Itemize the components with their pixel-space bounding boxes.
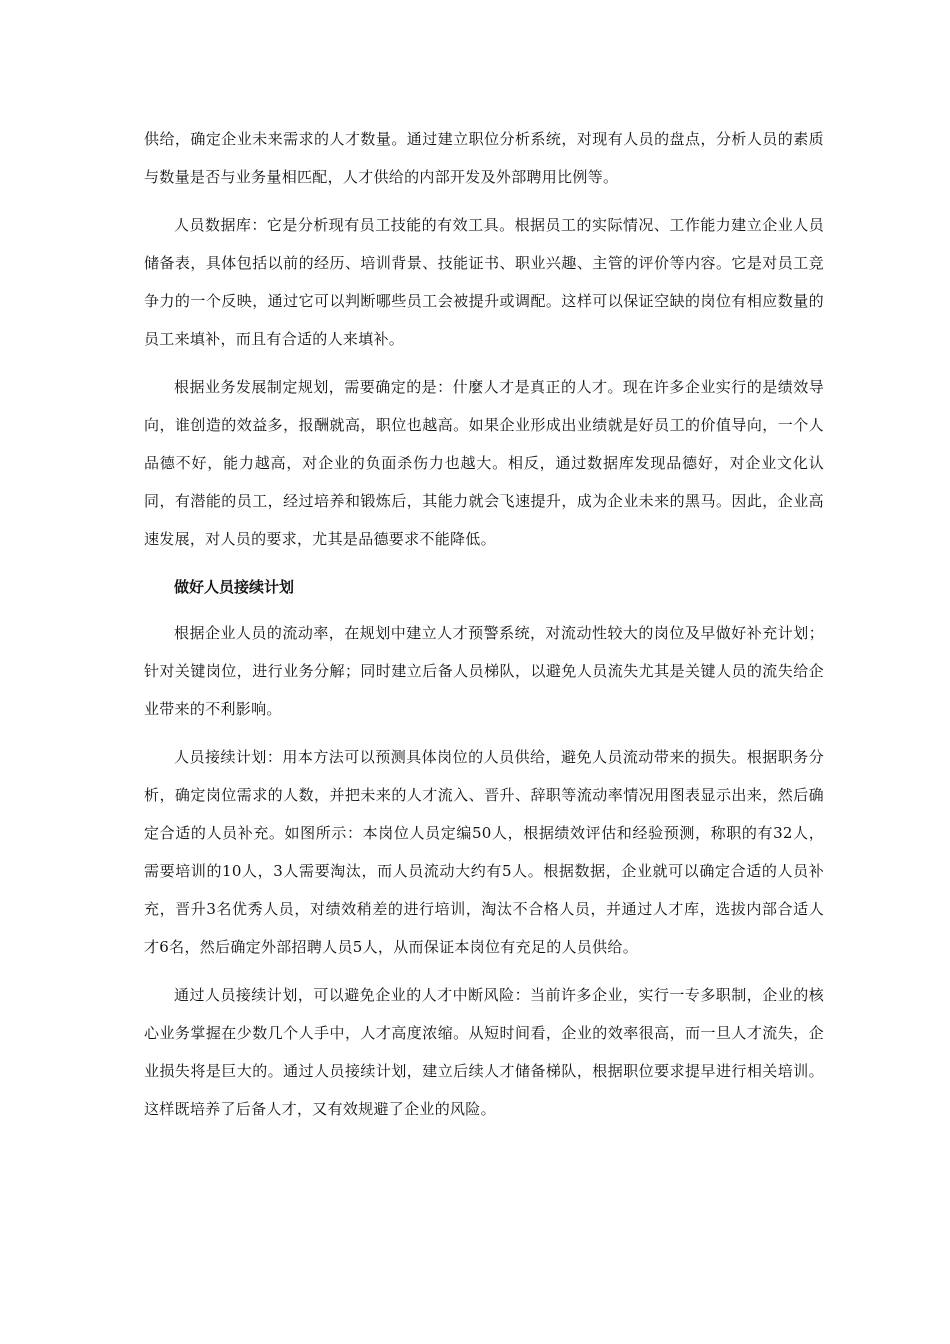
paragraph-succession-plan: 人员接续计划：用本方法可以预测具体岗位的人员供给，避免人员流动带来的损失。根据职务分析，确定岗位需求的人数，并把未来的人才流入、晋升、辞职等流动率情况用图表显示出来，然后确定合适的人员补充。如图所示：本岗位人员定编50人，根据绩效评估和经验预测，称职的有32人，需要培训的10人，3人需要淘汰，而人员流动大约有5人。根据数据，企业就可以确定合适的人员补充，晋升3名优秀人员，对绩效稍差的进行培训，淘汰不合格人员，并通过人才库，选拔内部合适人才6名，然后确定外部招聘人员5人，从而保证本岗位有充足的人员供给。 — [144, 748, 824, 956]
document-body — [144, 120, 824, 1138]
section-heading: 做好人员接续计划 — [174, 578, 295, 596]
paragraph-supply-analysis: 供给，确定企业未来需求的人才数量。通过建立职位分析系统，对现有人员的盘点，分析人员的素质与数量是否与业务量相匹配，人才供给的内部开发及外部聘用比例等。 — [144, 130, 824, 186]
paragraph-risk-avoidance: 通过人员接续计划，可以避免企业的人才中断风险：当前许多企业，实行一专多职制，企业的核心业务掌握在少数几个人手中，人才高度浓缩。从短时间看，企业的效率很高，而一旦人才流失，企业损失将是巨大的。通过人员接续计划，建立后续人才储备梯队，根据职位要求提早进行相关培训。这样既培养了后备人才，又有效规避了企业的风险。 — [144, 986, 824, 1118]
paragraph-personnel-database: 人员数据库：它是分析现有员工技能的有效工具。根据员工的实际情况、工作能力建立企业人员储备表，具体包括以前的经历、培训背景、技能证书、职业兴趣、主管的评价等内容。它是对员工竞争力的一个反映，通过它可以判断哪些员工会被提升或调配。这样可以保证空缺的岗位有相应数量的员工来填补，而且有合适的人来填补。 — [144, 216, 824, 348]
paragraph-business-planning: 根据业务发展制定规划，需要确定的是：什麼人才是真正的人才。现在许多企业实行的是绩效导向，谁创造的效益多，报酬就高，职位也越高。如果企业形成出业绩就是好员工的价值导向，一个人品德不好，能力越高，对企业的负面杀伤力也越大。相反，通过数据库发现品德好，对企业文化认同，有潜能的员工，经过培养和锻炼后，其能力就会飞速提升，成为企业未来的黑马。因此，企业高速发展，对人员的要求，尤其是品德要求不能降低。 — [144, 378, 824, 548]
paragraph-turnover-warning: 根据企业人员的流动率，在规划中建立人才预警系统，对流动性较大的岗位及早做好补充计划；针对关键岗位，进行业务分解；同时建立后备人员梯队，以避免人员流失尤其是关键人员的流失给企业带来的不利影响。 — [144, 624, 824, 718]
